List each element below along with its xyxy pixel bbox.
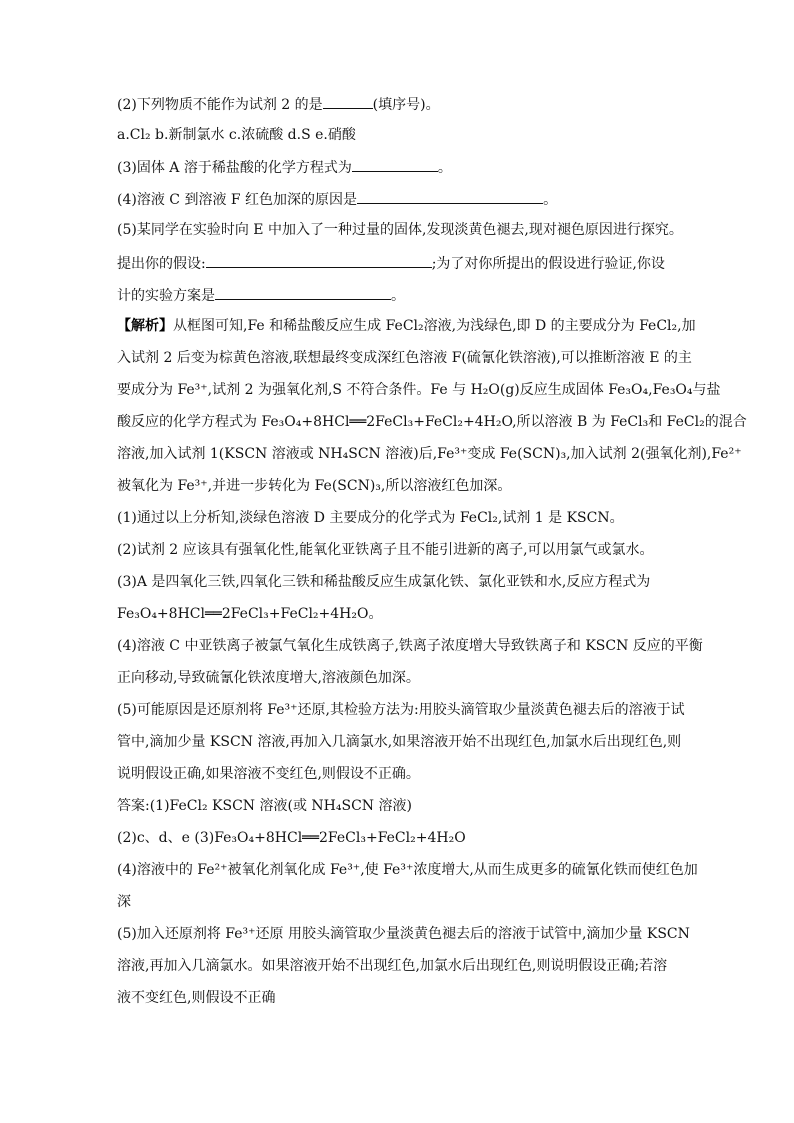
question-5-line-2: 提出你的假设: ;为了对你所提出的假设进行验证,你设 <box>117 252 665 274</box>
answer-line: (5)加入还原剂将 Fe³⁺还原 用胶头滴管取少量淡黄色褪去后的溶液于试管中,滴加少量 KSCN <box>117 926 690 942</box>
analysis-line: 正向移动,导致硫氰化铁浓度增大,溶液颜色加深。 <box>117 670 420 686</box>
analysis-line: 说明假设正确,如果溶液不变红色,则假设不正确。 <box>117 766 420 782</box>
analysis-line: 入试剂 2 后变为棕黄色溶液,联想最终变成深红色溶液 F(硫氰化铁溶液),可以推断溶液 E 的主 <box>117 350 692 366</box>
answer-blank <box>352 156 438 172</box>
question-4: (4)溶液 C 到溶液 F 红色加深的原因是 。 <box>117 188 557 210</box>
analysis-line: (1)通过以上分析知,淡绿色溶液 D 主要成分的化学式为 FeCl₂,试剂 1 是 KSCN。 <box>117 510 624 526</box>
answer-blank <box>215 284 391 300</box>
answer-line: 答案:(1)FeCl₂ KSCN 溶液(或 NH₄SCN 溶液) <box>117 798 412 814</box>
analysis-line: (3)A 是四氧化三铁,四氧化三铁和稀盐酸反应生成氯化铁、氯化亚铁和水,反应方程式为 <box>117 574 651 590</box>
question-3: (3)固体 A 溶于稀盐酸的化学方程式为 。 <box>117 156 452 178</box>
answer-blank <box>357 188 543 204</box>
analysis-line: 要成分为 Fe³⁺,试剂 2 为强氧化剂,S 不符合条件。Fe 与 H₂O(g)反应生成固体 Fe₃O₄,Fe₃O₄与盐 <box>117 382 721 398</box>
analysis-tag: 【解析】 <box>117 318 173 334</box>
analysis-line: 溶液,加入试剂 1(KSCN 溶液或 NH₄SCN 溶液)后,Fe³⁺变成 Fe(SCN)₃,加入试剂 2(强氧化剂),Fe²⁺ <box>117 446 742 462</box>
question-5-line-1: (5)某同学在实验时向 E 中加入了一种过量的固体,发现淡黄色褪去,现对褪色原因进行探究。 <box>117 222 683 238</box>
question-2-options: a.Cl₂ b.新制氯水 c.浓硫酸 d.S e.硝酸 <box>117 127 356 143</box>
analysis-line: 酸反应的化学方程式为 Fe₃O₄+8HCl══2FeCl₃+FeCl₂+4H₂O,所以溶液 B 为 FeCl₃和 FeCl₂的混合 <box>117 414 747 430</box>
answer-line: 深 <box>117 894 131 910</box>
analysis-line: (2)试剂 2 应该具有强氧化性,能氧化亚铁离子且不能引进新的离子,可以用氯气或氯水。 <box>117 542 654 558</box>
answer-line: 溶液,再加入几滴氯水。如果溶液开始不出现红色,加氯水后出现红色,则说明假设正确;若溶 <box>117 958 668 974</box>
question-2: (2)下列物质不能作为试剂 2 的是 (填序号)。 <box>117 93 440 115</box>
answer-blank <box>206 252 432 268</box>
answer-blank <box>323 93 373 109</box>
analysis-line: (4)溶液 C 中亚铁离子被氯气氧化生成铁离子,铁离子浓度增大导致铁离子和 KSCN 反应的平衡 <box>117 638 703 654</box>
analysis-line: 管中,滴加少量 KSCN 溶液,再加入几滴氯水,如果溶液开始不出现红色,加氯水后出现红色,则 <box>117 734 682 750</box>
analysis-line: (5)可能原因是还原剂将 Fe³⁺还原,其检验方法为:用胶头滴管取少量淡黄色褪去后的溶液于试 <box>117 702 685 718</box>
question-5-line-3: 计的实验方案是 。 <box>117 284 405 306</box>
analysis-line: Fe₃O₄+8HCl══2FeCl₃+FeCl₂+4H₂O。 <box>117 606 383 622</box>
analysis-line: 被氧化为 Fe³⁺,并进一步转化为 Fe(SCN)₃,所以溶液红色加深。 <box>117 478 512 494</box>
answer-line: (2)c、d、e (3)Fe₃O₄+8HCl══2FeCl₃+FeCl₂+4H₂O <box>117 830 466 846</box>
answer-line: (4)溶液中的 Fe²⁺被氧化剂氧化成 Fe³⁺,使 Fe³⁺浓度增大,从而生成更多的硫氰化铁而使红色加 <box>117 862 698 878</box>
analysis-line: 【解析】从框图可知,Fe 和稀盐酸反应生成 FeCl₂溶液,为浅绿色,即 D 的主要成分为 FeCl₂,加 <box>117 318 696 334</box>
answer-line: 液不变红色,则假设不正确 <box>117 990 276 1006</box>
